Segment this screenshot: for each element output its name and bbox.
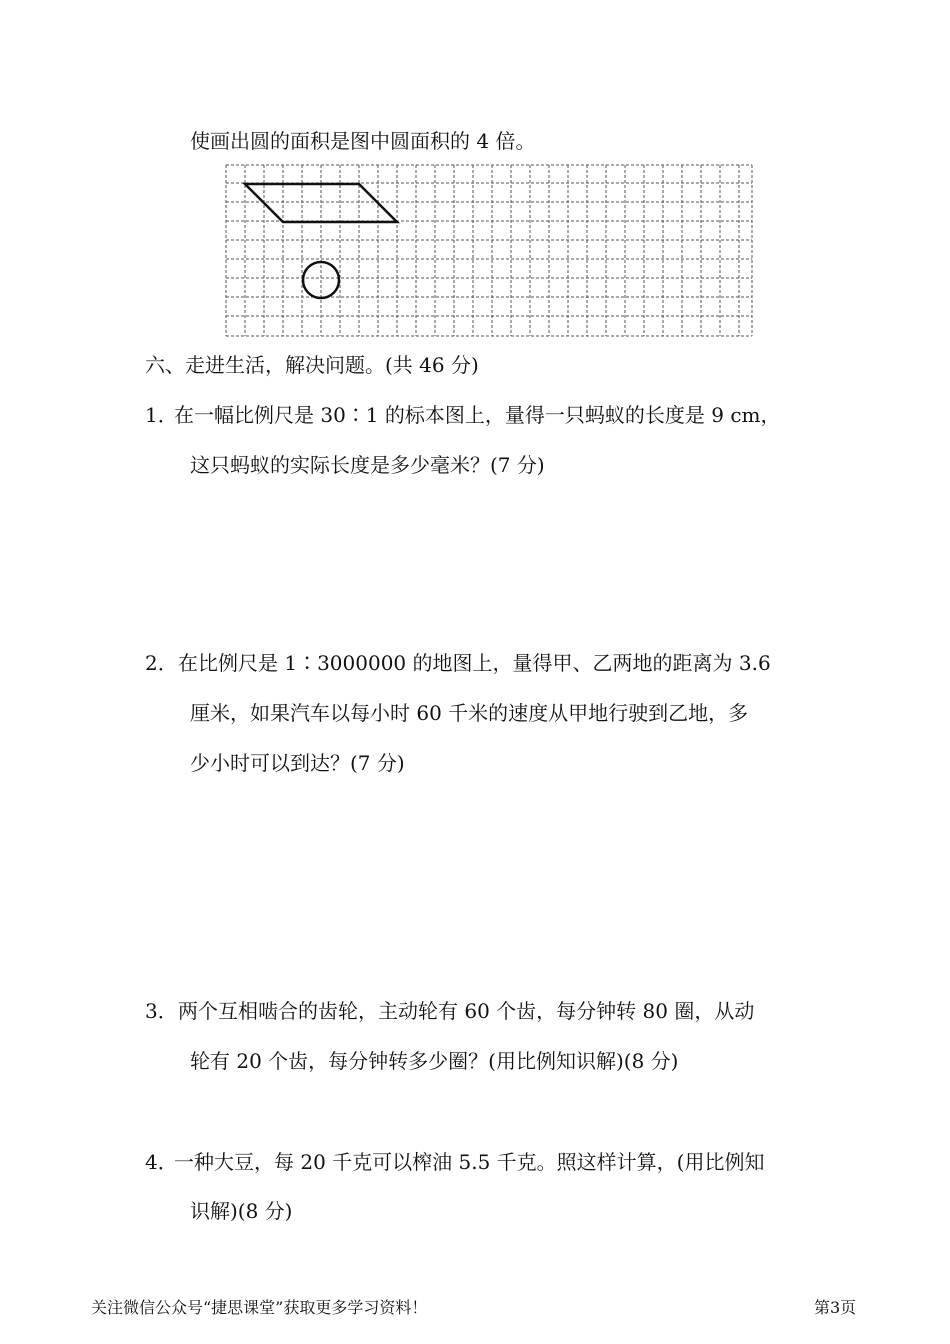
question-number: 1． <box>145 403 178 427</box>
question-text-line: 少小时可以到达？(7 分) <box>190 751 405 775</box>
question-number: 2． <box>145 651 178 675</box>
question-text-line: 一种大豆，每 20 千克可以榨油 5.5 千克。照这样计算，(用比例知 <box>174 1150 765 1174</box>
question-text-line: 在一幅比例尺是 30∶1 的标本图上，量得一只蚂蚁的长度是 9 cm， <box>174 403 781 427</box>
question-number: 4． <box>145 1150 178 1174</box>
question-text-line: 这只蚂蚁的实际长度是多少毫米？(7 分) <box>190 453 545 477</box>
question-number: 3． <box>145 999 178 1023</box>
question-text-line: 在比例尺是 1∶3000000 的地图上，量得甲、乙两地的距离为 3.6 <box>178 651 771 675</box>
question-text-line: 两个互相啮合的齿轮，主动轮有 60 个齿，每分钟转 80 圈，从动 <box>178 999 755 1023</box>
question-text-line: 厘米，如果汽车以每小时 60 千米的速度从甲地行驶到乙地，多 <box>190 701 749 725</box>
section-title: 六、走进生活，解决问题。(共 46 分) <box>145 353 479 377</box>
question-text-line: 轮有 20 个齿，每分钟转多少圈？(用比例知识解)(8 分) <box>190 1049 679 1073</box>
grid-lines <box>226 165 752 336</box>
page-number: 第3页 <box>814 1298 857 1317</box>
question-text-line: 识解)(8 分) <box>190 1199 293 1223</box>
intro-line: 使画出圆的面积是图中圆面积的 4 倍。 <box>190 129 536 153</box>
footer-promo-text: 关注微信公众号“捷思课堂”获取更多学习资料！ <box>91 1298 428 1317</box>
square-grid-figure <box>224 164 754 339</box>
